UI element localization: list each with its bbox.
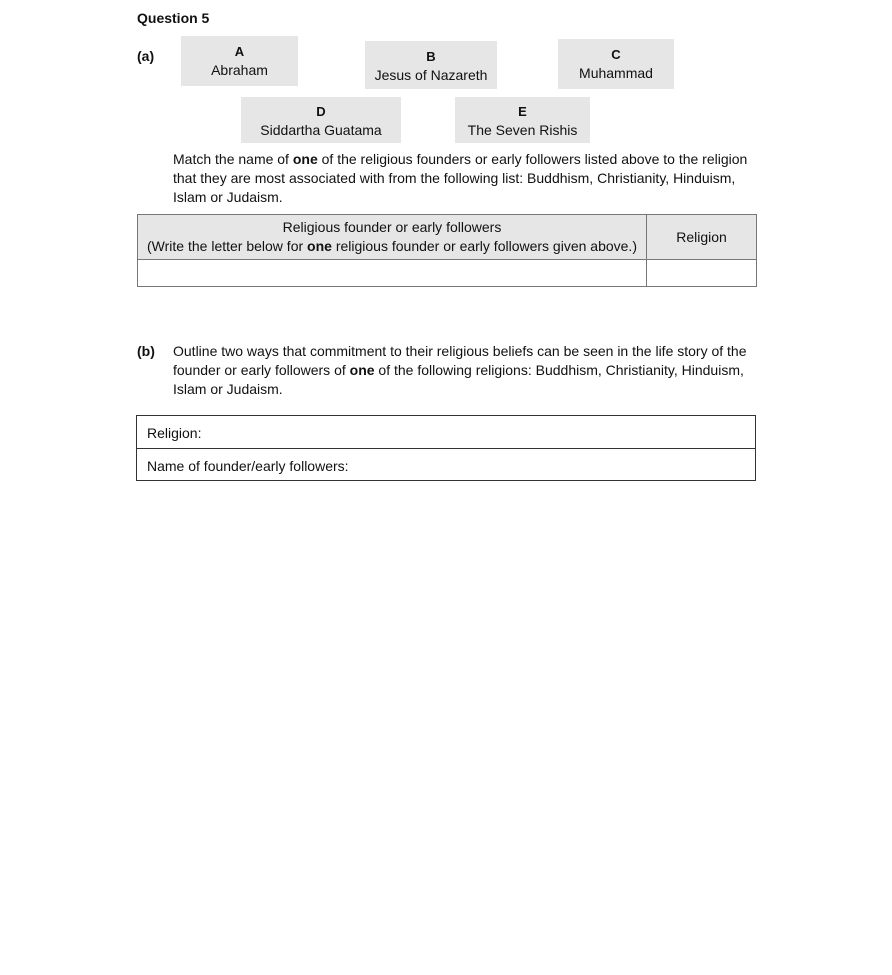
founder-name: The Seven Rishis: [467, 122, 578, 138]
instruction-text: Outline two ways that commitment to their religious beliefs can be seen in the life story of the founder or early followers of: [173, 343, 747, 378]
founder-letter: B: [426, 49, 436, 64]
instruction-emphasis: one: [292, 151, 318, 167]
founder-card-a: [181, 36, 298, 86]
part-a-instruction: [173, 150, 753, 207]
founder-card-e: [455, 97, 590, 143]
note-text: (Write the letter below for: [147, 238, 308, 254]
founder-card-b: [365, 41, 497, 89]
founder-column-note: [138, 237, 646, 256]
founder-card-d: [241, 97, 401, 143]
instruction-text: of the religious founders or early followers listed above to the religion that they are most associated with from the following list: Buddhism, Christianity, Hinduism, Islam or Judaism.: [173, 151, 748, 205]
answer-info-box: [136, 415, 756, 481]
instruction-text: Match the name of: [173, 151, 293, 167]
founder-name: Muhammad: [579, 65, 653, 81]
founder-letter: E: [518, 104, 527, 119]
founder-letter: C: [611, 47, 621, 62]
religion-column-header: Religion: [647, 215, 757, 260]
founder-answer-cell[interactable]: [138, 260, 647, 287]
note-emphasis: one: [307, 238, 332, 254]
instruction-text: of the following religions: Buddhism, Christianity, Hinduism, Islam or Judaism.: [173, 362, 744, 397]
founder-column-header: [138, 215, 647, 260]
founder-name: Jesus of Nazareth: [374, 67, 488, 83]
instruction-emphasis: one: [349, 362, 375, 378]
founder-name: Abraham: [211, 62, 268, 78]
religion-field[interactable]: [137, 416, 755, 448]
founder-field-label: Name of founder/early followers:: [147, 458, 349, 474]
religion-field-label: Religion:: [147, 425, 202, 441]
matching-table: [137, 214, 757, 287]
founder-letter: D: [316, 104, 326, 119]
question-title: Question 5: [137, 10, 210, 26]
part-b-label: (b): [137, 343, 155, 359]
part-b-instruction: [173, 342, 748, 399]
part-a-label: (a): [137, 48, 155, 64]
founder-column-title: Religious founder or early followers: [282, 219, 502, 235]
founder-field[interactable]: [137, 448, 755, 480]
founder-name: Siddartha Guatama: [260, 122, 382, 138]
note-text: religious founder or early followers given above.): [331, 238, 637, 254]
founder-card-c: [558, 39, 674, 89]
founder-letter: A: [234, 44, 245, 59]
religion-answer-cell[interactable]: [647, 260, 757, 287]
